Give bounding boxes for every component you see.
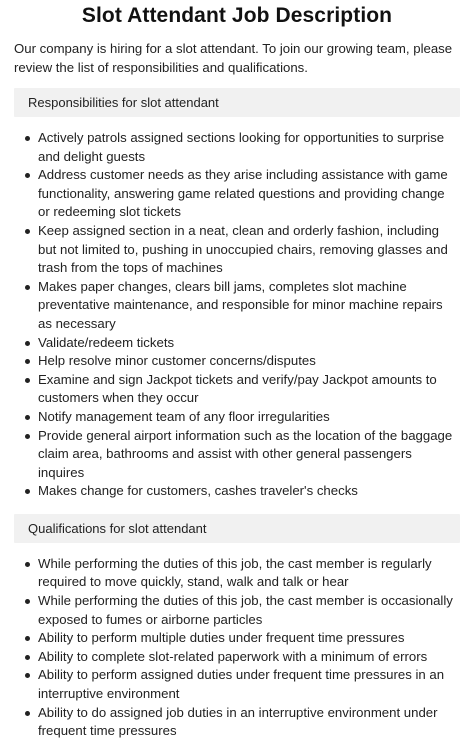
bullet-icon [25, 378, 30, 383]
list-item-text: Provide general airport information such as the location of the baggage claim area, bathrooms and assist with other general passengers inquires [38, 427, 453, 480]
list-item [38, 334, 460, 353]
list-item-text: Actively patrols assigned sections looking for opportunities to surprise and delight guests [38, 130, 445, 164]
list-item [38, 629, 460, 648]
list-item-text: Examine and sign Jackpot tickets and verify/pay Jackpot amounts to customers when they occur [38, 371, 437, 406]
bullet-icon [25, 636, 30, 641]
responsibilities-list [14, 129, 460, 501]
list-item-text: Help resolve minor customer concerns/disputes [38, 353, 316, 369]
bullet-icon [25, 489, 30, 494]
list-item-text: Makes paper changes, clears bill jams, completes slot machine preventative maintenance, and responsible for minor machine repairs as necessary [38, 278, 443, 331]
list-item [38, 222, 460, 278]
list-item [38, 555, 460, 592]
list-item [38, 408, 460, 427]
qualifications-heading: Qualifications for slot attendant [14, 514, 460, 543]
bullet-icon [25, 229, 30, 234]
bullet-icon [25, 136, 30, 141]
list-item [38, 427, 460, 483]
list-item [38, 704, 460, 741]
responsibilities-heading: Responsibilities for slot attendant [14, 88, 460, 117]
list-item [38, 278, 460, 334]
list-item-text: While performing the duties of this job, the cast member is regularly required to move quickly, stand, walk and talk or hear [38, 555, 432, 590]
bullet-icon [25, 434, 30, 439]
list-item [38, 352, 460, 371]
list-item [38, 666, 460, 703]
page-title: Slot Attendant Job Description [81, 4, 393, 27]
list-item-text: Ability to perform assigned duties under frequent time pressures in an interruptive environment [38, 667, 445, 702]
list-item-text: While performing the duties of this job, the cast member is occasionally exposed to fumes or airborne particles [38, 593, 453, 627]
bullet-icon [25, 562, 30, 567]
bullet-icon [25, 599, 30, 604]
list-item-text: Ability to do assigned job duties in an interruptive environment under frequent time pressures [38, 704, 438, 739]
list-item-text: Address customer needs as they arise including assistance with game functionality, answering game related questions and providing change or redeeming slot tickets [38, 167, 448, 220]
list-item [38, 371, 460, 408]
bullet-icon [25, 173, 30, 178]
list-item [38, 482, 460, 501]
bullet-icon [25, 359, 30, 364]
list-item-text: Ability to perform multiple duties under frequent time pressures [38, 630, 405, 646]
qualifications-list [14, 555, 460, 741]
bullet-icon [25, 415, 30, 420]
list-item-text: Keep assigned section in a neat, clean and orderly fashion, including but not limited to, pushing in unoccupied chairs, removing glasses and trash from the tops of machines [38, 222, 448, 276]
list-item-text: Makes change for customers, cashes traveler's checks [38, 483, 358, 499]
bullet-icon [25, 673, 30, 678]
bullet-icon [25, 655, 30, 660]
list-item-text: Ability to complete slot-related paperwork with a minimum of errors [38, 648, 428, 664]
bullet-icon [25, 341, 30, 346]
intro-paragraph: Our company is hiring for a slot attendant. To join our growing team, please review the list of responsibilities and qualifications. [14, 41, 453, 75]
list-item-text: Validate/redeem tickets [38, 334, 175, 350]
list-item [38, 166, 460, 222]
list-item [38, 592, 460, 629]
list-item [38, 648, 460, 667]
list-item [38, 129, 460, 166]
bullet-icon [25, 711, 30, 716]
list-item-text: Notify management team of any floor irregularities [38, 408, 330, 424]
bullet-icon [25, 285, 30, 290]
